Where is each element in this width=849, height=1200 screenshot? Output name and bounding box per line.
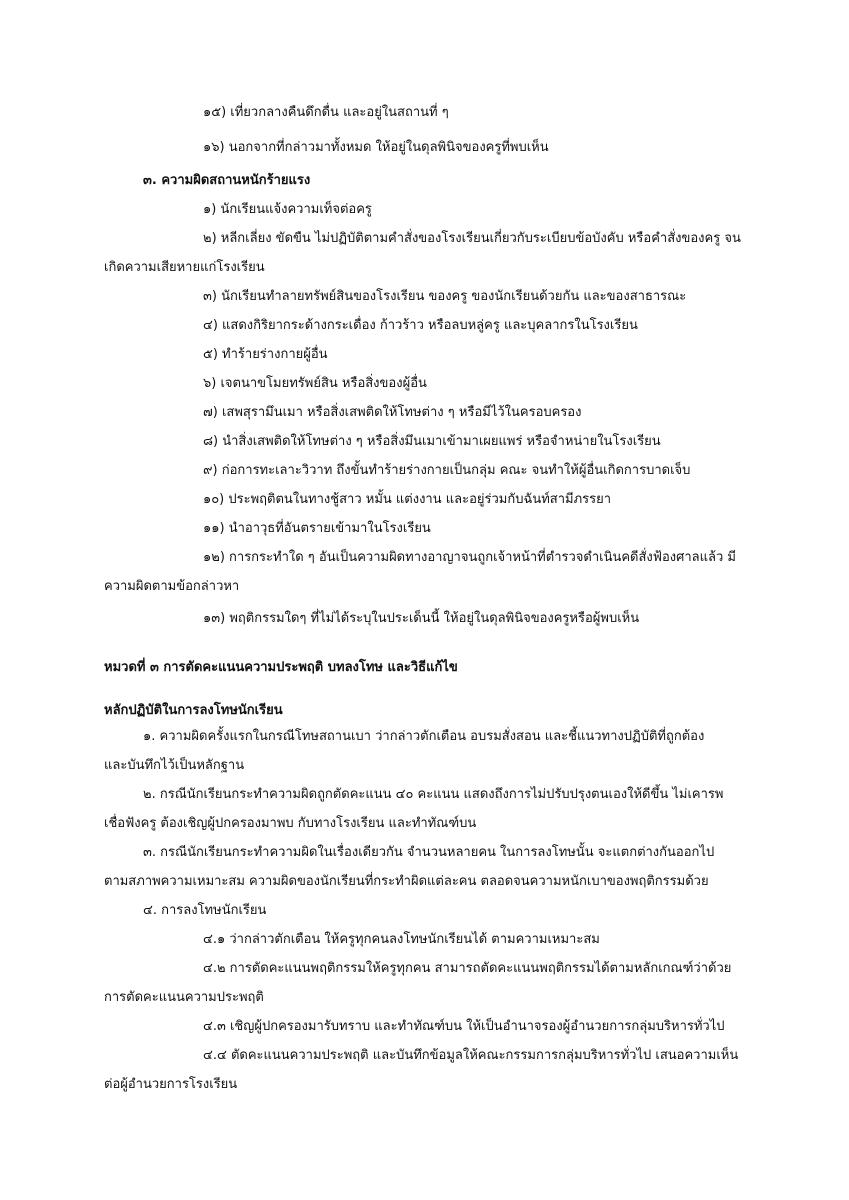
- severe-item-3: ๓) นักเรียนทำลายทรัพย์สินของโรงเรียน ของครู ของนักเรียนด้วยกัน และของสาธารณะ: [203, 289, 687, 304]
- severe-item-13: ๑๓) พฤติกรรมใดๆ ที่ไม่ได้ระบุในประเด็นนี้ ให้อยู่ในดุลพินิจของครูหรือผู้พบเห็น: [203, 611, 640, 626]
- section-3-heading: ๓. ความผิดสถานหนักร้ายแรง: [143, 173, 311, 188]
- principle-3-line2: ตามสภาพความเหมาะสม ความผิดของนักเรียนที่กระทำผิดแต่ละคน ตลอดจนความหนักเบาของพฤติกรรมด้วย: [104, 874, 709, 889]
- principles-heading: หลักปฏิบัติในการลงโทษนักเรียน: [104, 703, 283, 718]
- severe-item-7: ๗) เสพสุรามึนเมา หรือสิ่งเสพติดให้โทษต่าง ๆ หรือมีไว้ในครอบครอง: [203, 405, 582, 420]
- severe-item-11: ๑๑) นำอาวุธที่อันตรายเข้ามาในโรงเรียน: [203, 521, 431, 536]
- severe-item-8: ๘) นำสิ่งเสพติดให้โทษต่าง ๆ หรือสิ่งมึนเมาเข้ามาเผยแพร่ หรือจำหน่ายในโรงเรียน: [203, 434, 661, 449]
- principle-4-4-line2: ต่อผู้อำนวยการโรงเรียน: [104, 1077, 238, 1092]
- severe-item-5: ๕) ทำร้ายร่างกายผู้อื่น: [203, 347, 328, 362]
- principle-4-1: ๔.๑ ว่ากล่าวตักเตือน ให้ครูทุกคนลงโทษนักเรียนได้ ตามความเหมาะสม: [203, 932, 600, 947]
- principle-4-4-line1: ๔.๔ ตัดคะแนนความประพฤติ และบันทึกข้อมูลให้คณะกรรมการกลุ่มบริหารทั่วไป เสนอความเห็น: [203, 1048, 739, 1063]
- severe-item-4: ๔) แสดงกิริยากระด้างกระเดื่อง ก้าวร้าว หรือลบหลู่ครู และบุคลากรในโรงเรียน: [203, 318, 638, 333]
- severe-item-1: ๑) นักเรียนแจ้งความเท็จต่อครู: [203, 202, 372, 217]
- severe-item-12-line2: ความผิดตามข้อกล่าวหา: [104, 579, 240, 594]
- severe-item-9: ๙) ก่อการทะเลาะวิวาท ถึงขั้นทำร้ายร่างกายเป็นกลุ่ม คณะ จนทำให้ผู้อื่นเกิดการบาดเจ็บ: [203, 463, 691, 478]
- principle-4-2-line1: ๔.๒ การตัดคะแนนพฤติกรรมให้ครูทุกคน สามารถตัดคะแนนพฤติกรรมได้ตามหลักเกณฑ์ว่าด้วย: [203, 961, 732, 976]
- principle-2-line1: ๒. กรณีนักเรียนกระทำความผิดถูกตัดคะแนน ๔๐ คะแนน แสดงถึงการไม่ปรับปรุงตนเองให้ดีขึ้น ไม่เคารพ: [143, 787, 724, 802]
- principle-2-line2: เชื่อฟังครู ต้องเชิญผู้ปกครองมาพบ กับทางโรงเรียน และทำทัณฑ์บน: [104, 816, 477, 831]
- principle-1-line2: และบันทึกไว้เป็นหลักฐาน: [104, 758, 245, 773]
- severe-item-6: ๖) เจตนาขโมยทรัพย์สิน หรือสิ่งของผู้อื่น: [203, 376, 427, 391]
- severe-item-10: ๑๐) ประพฤติตนในทางชู้สาว หมั้น แต่งงาน และอยู่ร่วมกับฉันท์สามีภรรยา: [203, 492, 612, 507]
- severe-item-2-line1: ๒) หลีกเลี่ยง ขัดขืน ไม่ปฏิบัติตามคำสั่งของโรงเรียนเกี่ยวกับระเบียบข้อบังคับ หรือคำสั่งของครู จน: [203, 231, 741, 246]
- principle-1-line1: ๑. ความผิดครั้งแรกในกรณีโทษสถานเบา ว่ากล่าวตักเตือน อบรมสั่งสอน และชี้แนวทางปฏิบัติที่ถูกต้อง: [143, 729, 705, 744]
- principle-3-line1: ๓. กรณีนักเรียนกระทำความผิดในเรื่องเดียวกัน จำนวนหลายคน ในการลงโทษนั้น จะแตกต่างกันออกไป: [143, 845, 715, 860]
- severe-item-12-line1: ๑๒) การกระทำใด ๆ อันเป็นความผิดทางอาญาจนถูกเจ้าหน้าที่ตำรวจดำเนินคดีสั่งฟ้องศาลแล้ว มี: [203, 550, 736, 565]
- principle-4-3: ๔.๓ เชิญผู้ปกครองมารับทราบ และทำทัณฑ์บน ให้เป็นอำนาจรองผู้อำนวยการกลุ่มบริหารทั่วไป: [203, 1019, 725, 1034]
- chapter-3-heading: หมวดที่ ๓ การตัดคะแนนความประพฤติ บทลงโทษ และวิธีแก้ไข: [104, 660, 458, 675]
- principle-4-2-line2: การตัดคะแนนความประพฤติ: [104, 990, 264, 1005]
- severe-item-2-line2: เกิดความเสียหายแก่โรงเรียน: [104, 260, 265, 275]
- rule-item-16: ๑๖) นอกจากที่กล่าวมาทั้งหมด ให้อยู่ในดุลพินิจของครูที่พบเห็น: [203, 140, 549, 155]
- principle-4: ๔. การลงโทษนักเรียน: [143, 903, 267, 918]
- rule-item-15: ๑๕) เที่ยวกลางคืนดึกดื่น และอยู่ในสถานที่ ๆ: [203, 105, 449, 120]
